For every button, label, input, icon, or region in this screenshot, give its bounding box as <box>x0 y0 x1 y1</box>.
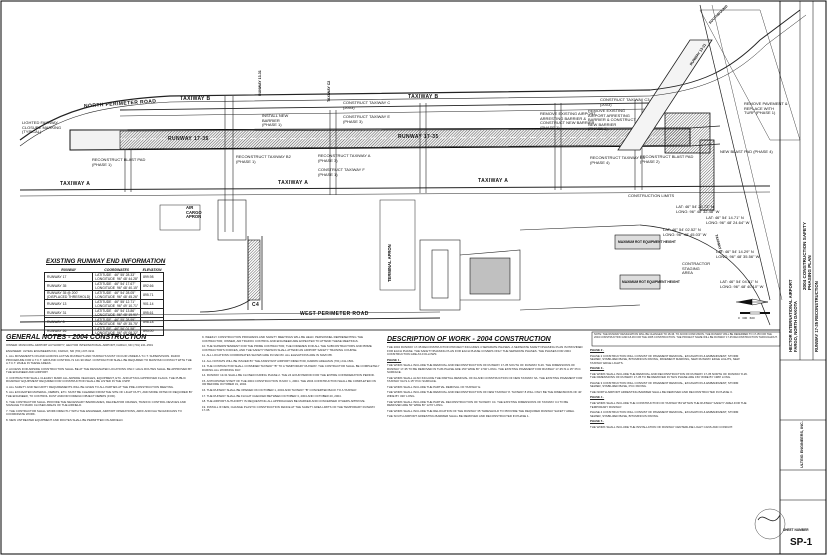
general-notes-col1 <box>6 344 196 550</box>
label-taxiway-a-west: TAXIWAY A <box>60 181 91 187</box>
note-box: NOTE: THE RUNWAY DESIGNATION WILL BE CHANGED TO 18-36. TO AVOID CONFUSION, THE RUNWAY WILL BE REFERRED TO 17-35 FOR THE 2004 CONSTRUCTION AND 18-36 FOR THE 2005 CONSTRUCTION. THE PROJECT NAME WILL BE RUNWAY 17-35 RECONSTRUCTION THROUGHOUT. <box>594 333 778 339</box>
callout-construct-e: CONSTRUCT TAXIWAY E (PHASE 3) <box>343 114 391 124</box>
callout-construction-limits: CONSTRUCTION LIMITS <box>628 193 675 198</box>
col-elevation: ELEVATION <box>142 267 162 272</box>
runway-row <box>45 282 164 291</box>
cell-runway: RUNWAY 17 <box>45 273 93 282</box>
callout-reconstruct-b2: RECONSTRUCT TAXIWAY B2 (PHASE 1) <box>236 154 291 164</box>
callout-install-barrier: INSTALL NEW BARRIER (PHASE 1) <box>262 113 289 128</box>
description-paragraph: THE WORK SHALL INCLUDE THE REMOVAL AND RECONSTRUCTION OF RUNWAY 17-35 SOUTH OF RUNWAY 8-26. THE DIMENSIONS OF RUNWAY 17-35 TO BE REMOVED IN THIS PHASE ARE 150' WIDE BY 1740' LONG. THE EXISTING PAVEMENT FOR RUNWAY 17-35 IS A 15" PCC SURFACE. <box>387 363 581 375</box>
runway-info-table <box>44 267 164 336</box>
cell-runway: RUNWAY 31 <box>45 309 93 318</box>
cell-elevation: 899.98 <box>141 273 164 282</box>
general-note: 5. ALL EXCAVATED MATERIAL, DEBRIS, ETC. MUST BE CLEARED FROM THE SITE OF LIGHT DUTY, AND MORE OFTEN IF REQUIRED BY THE ENGINEER, TO CONTROL DUST AND/OR FOREIGN OBJECT DEBRIS (FOD). <box>6 390 193 399</box>
label-runway-13-31-b: RUNWAY 13-31 <box>689 42 708 67</box>
label-taxiway-b-east: TAXIWAY B <box>408 94 439 100</box>
label-taxiway-c2: TAXIWAY C2 <box>327 80 331 102</box>
cell-coords: LATITUDE 46° 55' 12.71" LONGITUDE 96° 49' 10.71" <box>93 300 141 309</box>
tb-client: HECTOR INTERNATIONAL AIRPORT FARGO, NORTH DAKOTA <box>788 279 798 352</box>
callout-coords-2: LAT: 46° 54' 02.52" N LONG: 96° 48' 45.03" W <box>663 227 707 237</box>
description-col1 <box>387 346 583 550</box>
general-notes-col2 <box>202 336 380 550</box>
general-note: 17. THE RUNWAY SHALL BE FLIGHT CHECKED BETWEEN OCTOBER 3, 2004 AND OCTOBER 20, 2004. <box>202 393 342 398</box>
cell-runway: RUNWAY 8 <box>45 318 93 327</box>
callout-coords-4: LAT: 46° 54' 14.29" N LONG: 96° 48' 35.56" W <box>716 249 760 259</box>
callout-air-cargo: AIR CARGO APRON <box>186 205 202 220</box>
callout-recon-blast-2: RECONSTRUCT BLAST PAD (PHASE 2) <box>640 154 694 164</box>
description-paragraph: THE WORK SHALL INCLUDE THE PARTIAL RECONSTRUCTION OF TAXIWAY C4. THE EXISTING DIMENSIONS OF TAXIWAY C4 TO BE REMOVED ARE 50' WIDE BY 1270' LONG. <box>387 399 569 408</box>
description-paragraph: THE WORK SHALL ALSO INCLUDE THE PARTIAL REMOVAL OF 6A AND CONSTRUCTION OF NEW TAXIWAY 6A. THE EXISTING PAVEMENT FOR TAXIWAY 6A IS A 15" PCC SURFACE. <box>387 375 583 384</box>
description-col2 <box>590 349 750 549</box>
description-paragraph: PHASE 4 CONSTRUCTION WILL CONSIST OF PAVEMENT REMOVAL, EXCAVATION & EMBANKMENT, STORM SEWER, STABILIZED BASE, BITUMINOUS PAVING. <box>590 410 739 418</box>
general-note: 7. THE CONTRACTOR SHALL WORK DIRECTLY WITH THE ENGINEER, AIRPORT OPERATIONS, ARFF AND FAA TECHNICIANS TO COORDINATE WORK. <box>6 408 182 417</box>
label-taxiway-b-west: TAXIWAY B <box>180 96 211 102</box>
label-runway: RUNWAY 17-35 <box>168 136 209 142</box>
description-paragraph: PHASE 3 - <box>590 366 605 371</box>
runway-info-title: EXISTING RUNWAY END INFORMATION <box>46 258 166 265</box>
description-paragraph: PHASE 3 CONSTRUCTION WILL CONSIST OF PAVEMENT REMOVAL, EXCAVATION & EMBANKMENT, STORM SEWER, STABILIZED BASE, PCC PAVING. <box>590 380 739 389</box>
general-note: 9. WEEKLY CONSTRUCTION PROGRESS AND SAFETY MEETINGS WILL BE HELD. PERSONNEL REPRESENTING THE CONTRACTOR, OWNER, AIR TRAFFIC CONTROL AND ENGINEER ARE EXPECTED TO ATTEND THESE MEETINGS. <box>202 336 363 343</box>
runway-row <box>45 291 164 300</box>
description-paragraph: THE WORK SHALL INCLUDE THE CONSTRUCTION OF TAXIWAY B3 WITHIN THE RUNWAY SAFETY AREA FOR THE TEMPORARY RUNWAY. <box>590 401 747 409</box>
general-note: 1. ALL MOVEMENTS ON AND ACROSS ACTIVE RUNWAYS AND TAXIWAYS MUST OCCUR UNDER A.T.C.T. SUPERVISION. RADIO PROCEDURE FOR A.T.C.T. GROUND CONTROL IS 121.90 MHZ. CONTRACTOR SHALL BE REQUIRED TO MAINTAIN CONTACT WITH THE A.T.C.T. WHILE IN THESE AREAS. <box>6 354 192 366</box>
callout-lighted-fairway: LIGHTED FAIRWAY CLOSURE MARKING (TYPICAL) <box>22 120 62 135</box>
callout-remove-existing: REMOVE EXISTING AIRPORT ARRESTING BARRIER & CONSTRUCT NEW BARRIER (PHASE 2) <box>588 108 636 132</box>
description-paragraph: PHASE 5 - <box>590 419 605 424</box>
runway-row <box>45 300 164 309</box>
callout-new-blast-pad: NEW BLAST PAD (PHASE 4) <box>720 149 773 154</box>
callout-staging: CONTRACTOR STAGING AREA <box>682 261 711 276</box>
cell-runway: RUNWAY 13 <box>45 300 93 309</box>
general-note: 14. RUNWAY 13-31 SHALL BE CLOSED DURING PHASE 2. THE 24 HOUR PERIOD FOR THE ENTIRE CONSIDERATION PERIOD. <box>202 373 375 378</box>
description-paragraph: THE WORK SHALL INCLUDE THE INSTALLATION OF RUNWAY CENTERLINE LIGHT CANS AND CONDUIT. <box>590 424 733 429</box>
label-southbound: SOUTHBOUND <box>708 4 729 25</box>
general-note: 4. ALL SAFETY AND SECURITY REQUIREMENTS WILL BE GIVEN TO ALL PARTIES AT THE PRE-CONSTRUCTION MEETING. <box>6 384 174 389</box>
general-note: 3. CONTRACTOR SHALL CLEARLY MARK ALL AIRSIDE VEHICLES, EQUIPMENT, ETC. AND ATTACH APPROVED FLAGS. THE PUBLIC ROADWAY EQUIPMENT REQUIRED FOR CONSTRUCTION SHALL BE LISTED IN THE CSPP. <box>6 375 187 384</box>
label-c4: C4 <box>252 302 260 308</box>
label-runway-13-31: RUNWAY 13-31 <box>258 70 262 96</box>
cell-coords: LATITUDE 46° 54' 28.05" LONGITUDE 96° 48' 45.26" <box>93 291 141 300</box>
general-notes-title: GENERAL NOTES - 2004 CONSTRUCTION <box>6 334 147 341</box>
callout-remove-pavement: REMOVE PAVEMENT & REPLACE WITH TURF (PHASE 1) <box>744 101 788 116</box>
general-note: ENGINEER: ULTEIG ENGINEERS INC, FARGO, ND (701) 237-3211 <box>6 348 95 353</box>
callout-construct-d: CONSTRUCT TAXIWAY C (2003) <box>343 100 391 110</box>
callout-remove-barrier: REMOVE EXISTING AIRPORT ARRESTING BARRIER & CONSTRUCT NEW BARRIER (PHASE 1) <box>540 111 596 130</box>
callout-coords-5: LAT: 46° 54' 04.51" N LONG: 96° 48' 40.10" W <box>720 279 764 289</box>
cell-elevation: 898.18 <box>141 318 164 327</box>
label-taxiway-c-right: TAXIWAY C <box>714 234 723 254</box>
general-note: 2. ACCESS FOR AIRSIDE CONSTRUCTION SHALL BE AT THE DESIGNATED LOCATIONS ONLY. HAUL ROUTES SHALL BE APPROVED BY THE ENGINEER AND AIRPORT. <box>6 366 192 375</box>
general-note: 19. INSTALL IF NEW, CHANGE PLASTIC CONSTRUCTION FENCE AT THE SAFETY AREA LIMITS OF THE TEMPORARY RUNWAY 17-35. <box>202 404 376 413</box>
runway-row <box>45 318 164 327</box>
description-paragraph: THE WORK SHALL INCLUDE THE PARTIAL REMOVAL OF TAXIWAY E. <box>387 384 482 389</box>
cell-elevation: 892.66 <box>141 282 164 291</box>
cell-elevation: 895.00 <box>141 327 164 336</box>
description-paragraph: THE SOUTH AIRPORT ARRESTING BARRIER SHALL BE REMOVED AND RECONSTRUCTED IN PHASE 1. <box>387 414 530 419</box>
general-note: 6. THE CONTRACTOR SHALL PROVIDE THE NECESSARY BARRICADES, DELINEATOR CRANES, TRAFFIC CONTROL DEVICES AND SIGNAGE TO MARK CLOSED AREAS OF THE AIRFIELD. <box>6 399 186 408</box>
callout-construct-c3: CONSTRUCT TAXIWAY C3 (2003) <box>600 97 650 107</box>
description-paragraph: PHASE 2 CONSTRUCTION WILL CONSIST OF PAVEMENT REMOVAL, EXCAVATION & EMBANKMENT, STORM SEWER, STABILIZED BASE, BITUMINOUS PAVING, PAVEMENT MARKING, NEW RUNWAY EDGE LIGHTS, NEW TAXIWAY EDGE LIGHTS. <box>590 353 740 365</box>
description-paragraph: PHASE 1 - <box>387 357 402 362</box>
runway-row <box>45 273 164 282</box>
tb-scale: 0 300 600 <box>738 316 755 320</box>
callout-maximum-1: MAXIMUM ROT EQUIPMENT HEIGHT <box>618 240 676 244</box>
label-taxiway-a-east: TAXIWAY A <box>478 178 509 184</box>
general-note: 15. ANTICIPATED START OF THE 2004 CONSTRUCTION IS MAY 1, 2004. THE 2004 CONSTRUCTION SHALL BE COMPLETED ON OR BEFORE OCTOBER 31, 2004. <box>202 378 376 387</box>
general-note: 8. NEW UNTREATED EQUIPMENT AND ROUTES SHALL BE PERMITTED ON AIRFIELD. <box>6 417 124 422</box>
runway-row <box>45 309 164 318</box>
col-coordinates: COORDINATES <box>93 267 141 273</box>
general-note: 16. THE RUNWAY SHALL BE OPENED ON OCTOBER 1, 2004 AND TAXIWAY "B" CONVERTED BACK TO A TAXIWAY. <box>202 388 358 393</box>
tb-engineer: ULTEIG ENGINEERS, INC. <box>800 421 804 468</box>
general-note: 18. THE AIRPORT AUTHORITY IS REQUESTING ALL APPROACHES BE MARKED AND CONCERNED OTHERS APPROVE. <box>202 399 366 404</box>
general-note: 12. ALL NOTAM'S WILL BE ISSUED BY THE ASSISTANT AIRPORT DIRECTOR, DARRIN ADELMAN (701) 241-1501. <box>202 358 355 363</box>
taxiway-a <box>20 186 770 190</box>
cell-coords: LATITUDE 46° 55' 28.99" LONGITUDE 96° 49' 35.75" <box>93 318 141 327</box>
callout-terminal-apron: TERMINAL APRON <box>387 244 392 282</box>
cell-elevation: 895.71 <box>141 291 164 300</box>
cell-coords: LATITUDE 46° 56' 01.58" LONGITUDE 96° 49' 08.32" <box>93 327 141 336</box>
tb-sheet-number-label: SHEET NUMBER <box>783 528 809 532</box>
description-paragraph: THE NORTH AIRPORT ARRESTING BARRIER SHALL BE REMOVED AND RECONSTRUCTED IN PHASE 3. <box>590 389 733 394</box>
tb-sheet: SP-1 <box>790 537 813 548</box>
general-note: 11. ALL LOCATIONS COORDINATES SHOWN ARE IN NAD 83. ALL ELEVATIONS ARE IN NAVD 88. <box>202 353 333 358</box>
terminal-area <box>420 225 640 310</box>
callout-reconstruct-a: RECONSTRUCT TAXIWAY A (PHASE 3) <box>318 153 371 163</box>
cell-elevation: 895.61 <box>141 309 164 318</box>
graphic-scale <box>740 312 770 314</box>
general-note: 10. THE SUPERINTENDENT FOR THE PRIME CONTRACTOR, THE FOREMEN FOR ALL THE SUBCONTRACTORS AND PRIME CONTRACTOR'S FORCES, AND THE SAFETY PERSON SHALL ATTEND AN AIRPORT SAFETY TRAINING COURSE. <box>202 344 372 352</box>
callout-reconstruct-b3: RECONSTRUCT TAXIWAY B3 (PHASE 4) <box>590 155 645 165</box>
general-note: 13. THE CONTRACTOR SHALL CONSIDER TAXIWAY "B" TO A TEMPORARY RUNWAY. THE CONTRACTOR SHALL BE COMPLETELY DURING ALL WORKING DAY. <box>202 364 380 372</box>
cell-coords: LATITUDE 46° 54' 13.86" LONGITUDE 96° 48' 19.91" <box>93 309 141 318</box>
description-paragraph: THE 2004 RUNWAY 17-35 RECONSTRUCTION PROJECT INCLUDES 4 SEPARATE PHASES. A SEPARATE SAFETY/PHASING PLAN IS PROVIDED FOR EACH PHASE. THE SAFETY/PHASING PLAN FOR EACH PHASE COVERS ONLY THE SEPARATE PHASES. THE PHASES FOR 2004 CONSTRUCTION ARE AS FOLLOWS: <box>387 346 583 357</box>
description-paragraph: PHASE 2 - <box>590 349 605 352</box>
cell-runway: RUNWAY 35 @ 200' (DISPLACED THRESHOLD) <box>45 291 93 300</box>
cell-coords: LATITUDE 46° 54' 17.67" LONGITUDE 96° 48' 40.15" <box>93 282 141 291</box>
label-taxiway-a-mid: TAXIWAY A <box>278 180 309 186</box>
label-runway-east: RUNWAY 17-35 <box>398 134 439 140</box>
description-paragraph: THE WORK SHALL INCLUDE THE REMOVAL AND RECONSTRUCTION OF NEW TAXIWAY 8. TAXIWAY 8 WILL ONLY BE THE DIMENSIONS OF 40' WIDE BY 320' LONG. <box>387 390 582 399</box>
description-paragraph: THE WORK SHALL INCLUDE THE REMOVAL AND RECONSTRUCTION OF RUNWAY 17-35 NORTH OF RUNWAY 8-26. THE DIMENSIONS OF RUNWAY 17-35 TO BE REMOVED IN THIS PHASE ARE 150' WIDE BY 1980' LONG. <box>590 371 748 380</box>
description-paragraph: PHASE 4 - <box>590 395 605 400</box>
general-note: OWNER: MUNICIPAL AIRPORT AUTHORITY, HECTOR INTERNATIONAL AIRPORT, FARGO, ND (701) 241-1501 <box>6 344 154 347</box>
cell-runway: RUNWAY 26 <box>45 327 93 336</box>
description-paragraph: THE WORK SHALL INCLUDE THE RELOCATION OF THE RUNWAY 35 THRESHOLD TO PROVIDE THE REQUIRED RUNWAY SAFETY AREA. <box>387 408 575 413</box>
cell-coords: LATITUDE 46° 55' 28.33" LONGITUDE 96° 48' 44.28" <box>93 273 141 282</box>
col-runway: RUNWAY <box>45 267 93 273</box>
label-north-perimeter: NORTH PERIMETER ROAD <box>83 98 157 110</box>
callout-recon-blast-1: RECONSTRUCT BLAST PAD (PHASE 1) <box>92 157 146 167</box>
label-west-perimeter: WEST PERIMETER ROAD <box>300 311 369 317</box>
callout-maximum-2: MAXIMUM ROT EQUIPMENT HEIGHT <box>622 280 680 284</box>
callout-construct-f: CONSTRUCT TAXIWAY F (PHASE 1) <box>318 167 365 177</box>
tb-runway: RUNWAY 17-35 RECONSTRUCTION <box>814 281 819 352</box>
cell-runway: RUNWAY 35 <box>45 282 93 291</box>
description-title: DESCRIPTION OF WORK - 2004 CONSTRUCTION <box>387 336 551 343</box>
tb-project: 2004 CONSTRUCTION SAFETY PHASING PLAN <box>802 222 813 290</box>
callout-coords-3: LAT: 46° 54' 14.71" N LONG: 96° 48' 24.64" W <box>706 215 750 225</box>
callout-coords-1: LAT: 46° 54' 20.73" N LONG: 96° 48' 32.48" W <box>676 204 720 214</box>
north-arrow <box>736 299 768 305</box>
cell-elevation: 901.14 <box>141 300 164 309</box>
